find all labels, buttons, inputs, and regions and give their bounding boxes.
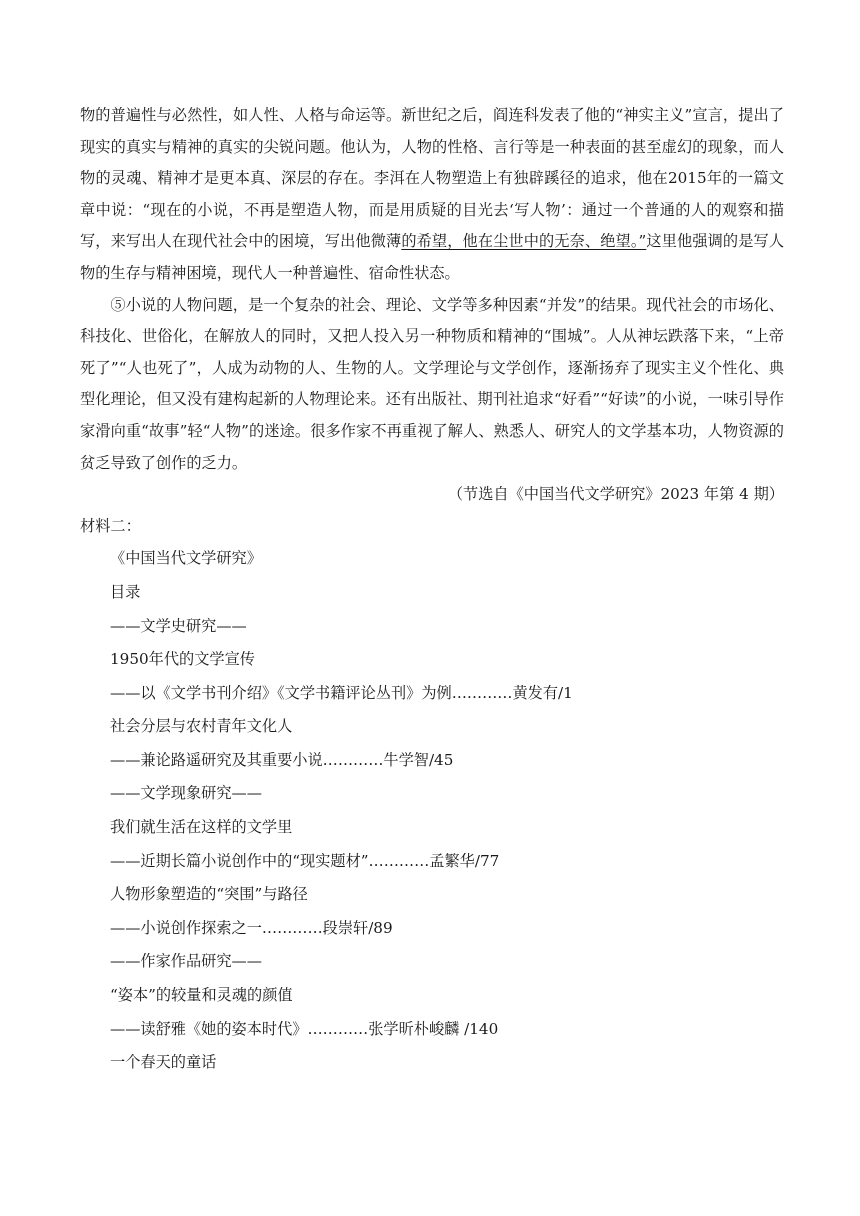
toc-article-title: 社会分层与农村青年文化人: [110, 717, 293, 736]
paragraph-5: ⑤小说的人物问题，是一个复杂的社会、理论、文学等多种因素“并发”的结果。现代社会的市场化、科技化、世俗化，在解放人的同时，又把人投入另一种物质和精神的“围城”。人从神坛跌落下来，“上帝死了”“人也死了”，人成为动物的人、生物的人。文学理论与文学创作，逐渐扬弃了现实主义个性化、典型化理论，但又没有建构起新的人物理论来。还有出版社、期刊社追求“好看”“好读”的小说，一味引导作家滑向重“故事”轻“人物”的迷途。很多作家不再重视了解人、熟悉人、研究人的文学基本功，人物资源的贫乏导致了创作的乏力。: [80, 295, 784, 472]
table-of-contents: [80, 542, 784, 1080]
toc-article-subtitle: ——读舒雅《她的姿本时代》…………张学昕朴峻麟 /140: [110, 1019, 499, 1038]
toc-article-title: 一个春天的童话: [110, 1053, 217, 1072]
toc-article-title: 1950年代的文学宣传: [110, 650, 255, 669]
toc-heading: 目录: [110, 582, 141, 601]
paragraph-4-tail: 这里他强调的是写人物的生存与精神困境，现代人一种普遍性、宿命性状态。: [80, 232, 785, 282]
toc-article-title: 我们就生活在这样的文学里: [110, 818, 293, 837]
toc-article-subtitle: ——近期长篇小说创作中的“现实题材”…………孟繁华/77: [110, 851, 500, 870]
toc-article-subtitle: ——小说创作探索之一…………段崇轩/89: [110, 918, 393, 937]
toc-article-subtitle: ——兼论路遥研究及其重要小说…………牛学智/45: [110, 750, 454, 769]
toc-journal-title: 《中国当代文学研究》: [110, 549, 262, 568]
toc-article-subtitle: ——以《文学书刊介绍》《文学书籍评论丛刊》为例…………黄发有/1: [110, 683, 573, 702]
source-citation: （节选自《中国当代文学研究》2023 年第 4 期）: [447, 485, 784, 504]
paragraph-4-continued: [80, 100, 784, 290]
toc-section-literary-phenomena: ——文学现象研究——: [110, 784, 262, 803]
paragraph-4-lead: 物的普遍性与必然性，如人性、人格与命运等。新世纪之后，阎连科发表了他的“神实主义”宣言，提出了现实的真实与精神的真实的尖锐问题。他认为，人物的性格、言行等是一种表面的甚至虚幻的现象，而人物的灵魂、精神才是更本真、深层的存在。李洱在人物塑造上有独辟蹊径的追求，他在2015年的一篇文章中说：“现在的小说，不再是塑造人物，而是用质疑的目光去‘写人物’：通过一个普通的人的观察和描写，来写出人在现代社会中的困境，写出他微薄: [80, 106, 784, 251]
document-page: [80, 100, 784, 1080]
toc-section-literary-history: ——文学史研究——: [110, 616, 247, 635]
toc-article-title: 人物形象塑造的“突围”与路径: [110, 885, 308, 904]
toc-article-title: “姿本”的较量和灵魂的颜值: [110, 986, 293, 1005]
underlined-quote: 的希望，他在尘世中的无奈、绝望。”: [401, 232, 647, 251]
material-2-label: 材料二：: [80, 516, 141, 535]
toc-section-author-works: ——作家作品研究——: [110, 952, 262, 971]
